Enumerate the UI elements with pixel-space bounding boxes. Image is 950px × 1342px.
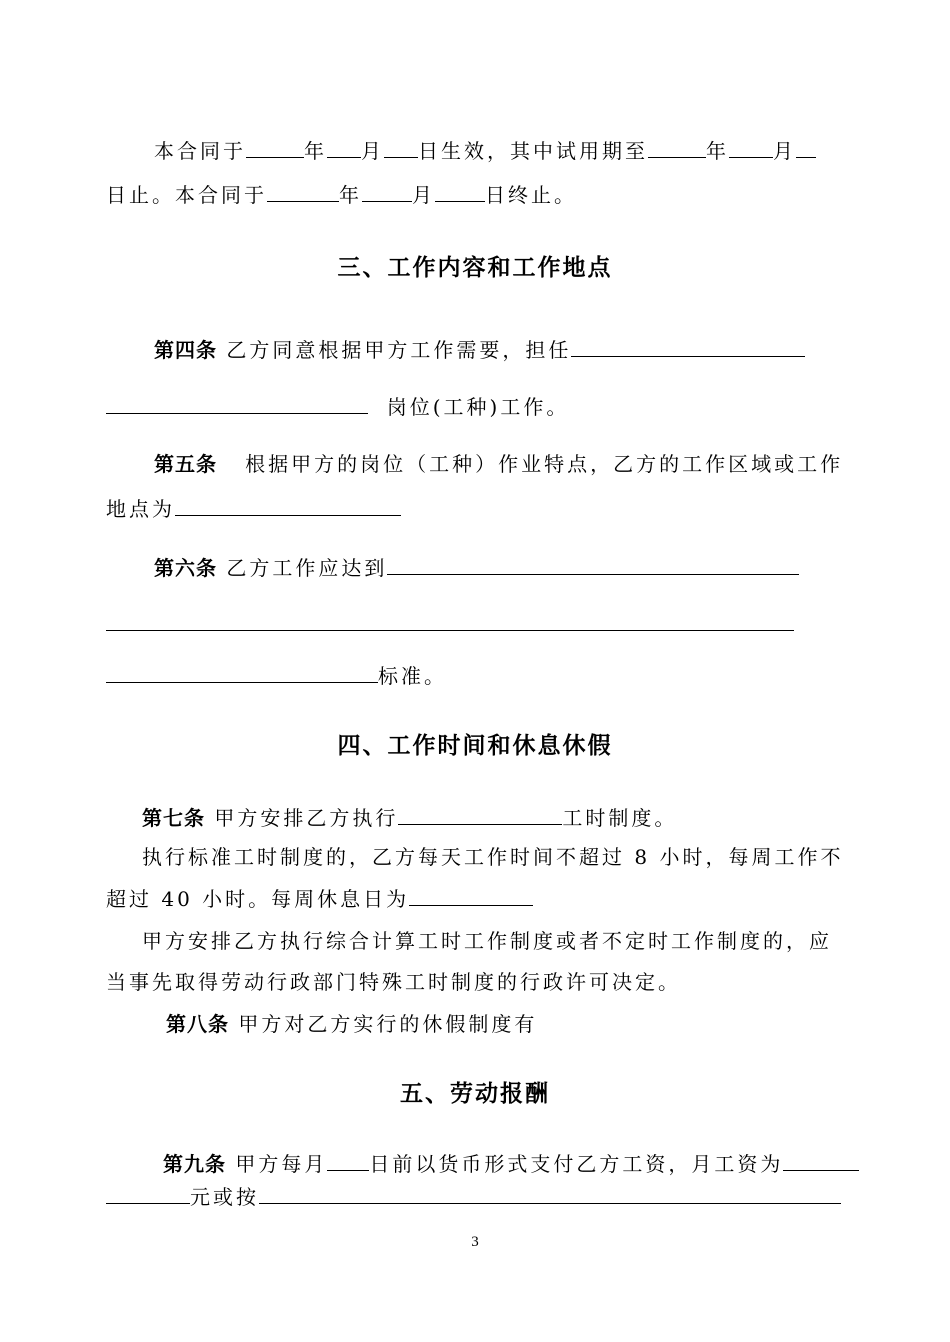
text: 乙方工作应达到 bbox=[226, 556, 388, 580]
section-5-title: 五、劳动报酬 bbox=[400, 1081, 550, 1107]
blank-probation-month[interactable] bbox=[729, 138, 773, 158]
text: 月 bbox=[773, 139, 796, 163]
text: 年 bbox=[339, 183, 362, 207]
blank-position-cont[interactable] bbox=[106, 394, 368, 414]
article-5-line-1 bbox=[154, 452, 843, 476]
effective-date-line-2 bbox=[106, 182, 577, 207]
blank-work-location[interactable] bbox=[175, 496, 401, 516]
page-number: 3 bbox=[471, 1234, 479, 1250]
article-label: 第九条 bbox=[163, 1152, 226, 1176]
article-7-line-3 bbox=[106, 886, 533, 911]
text: 日前以货币形式支付乙方工资，月工资为 bbox=[369, 1152, 784, 1176]
section-4-title: 四、工作时间和休息休假 bbox=[337, 733, 613, 759]
blank-end-day[interactable] bbox=[435, 182, 485, 202]
blank-standard-cont[interactable] bbox=[106, 630, 794, 631]
text: 超过 40 小时。每周休息日为 bbox=[106, 887, 410, 911]
text: 年 bbox=[706, 139, 729, 163]
text: 日终止。 bbox=[485, 183, 577, 207]
text: 地点为 bbox=[106, 497, 175, 521]
section-3-title: 三、工作内容和工作地点 bbox=[337, 255, 613, 281]
blank-position[interactable] bbox=[571, 337, 805, 357]
article-7-line-5: 当事先取得劳动行政部门特殊工时制度的行政许可决定。 bbox=[106, 970, 681, 994]
article-9-line-1 bbox=[163, 1151, 859, 1176]
article-6-line-1 bbox=[154, 555, 799, 580]
blank-start-day[interactable] bbox=[384, 138, 418, 158]
blank-probation-day[interactable] bbox=[796, 138, 816, 158]
text: 甲方对乙方实行的休假制度有 bbox=[238, 1012, 538, 1036]
article-label: 第七条 bbox=[142, 806, 205, 830]
text: 乙方同意根据甲方工作需要，担任 bbox=[226, 338, 572, 362]
text: 本合同于 bbox=[154, 139, 246, 163]
article-6-line-3 bbox=[106, 663, 447, 688]
article-label: 第八条 bbox=[166, 1012, 229, 1036]
article-7-line-2: 执行标准工时制度的，乙方每天工作时间不超过 8 小时，每周工作不 bbox=[142, 845, 844, 869]
text: 元或按 bbox=[190, 1185, 259, 1209]
article-5-line-2 bbox=[106, 496, 401, 521]
text: 甲方安排乙方执行 bbox=[214, 806, 399, 830]
blank-end-year[interactable] bbox=[267, 182, 339, 202]
text: 年 bbox=[304, 139, 327, 163]
text: 标准。 bbox=[378, 664, 447, 688]
text: 甲方每月 bbox=[235, 1152, 328, 1176]
blank-rest-day[interactable] bbox=[409, 886, 533, 906]
blank-hours-system[interactable] bbox=[398, 805, 562, 825]
blank-probation-year[interactable] bbox=[648, 138, 706, 158]
article-4-line-1 bbox=[154, 337, 805, 362]
text: 根据甲方的岗位（工种）作业特点，乙方的工作区域或工作 bbox=[245, 452, 844, 476]
article-7-line-4: 甲方安排乙方执行综合计算工时工作制度或者不定时工作制度的，应 bbox=[142, 929, 832, 953]
blank-monthly-salary-cont[interactable] bbox=[106, 1184, 190, 1204]
text: 岗位(工种)工作。 bbox=[386, 395, 570, 419]
blank-start-year[interactable] bbox=[246, 138, 304, 158]
article-label: 第六条 bbox=[154, 556, 217, 580]
blank-standard-end[interactable] bbox=[106, 663, 378, 683]
article-label: 第五条 bbox=[154, 452, 217, 476]
article-4-line-2 bbox=[106, 394, 569, 419]
text: 日生效，其中试用期至 bbox=[418, 139, 648, 163]
blank-end-month[interactable] bbox=[362, 182, 412, 202]
blank-monthly-salary[interactable] bbox=[783, 1151, 859, 1171]
article-label: 第四条 bbox=[154, 338, 217, 362]
blank-pay-day[interactable] bbox=[327, 1151, 369, 1171]
effective-date-line-1 bbox=[154, 138, 816, 163]
text: 月 bbox=[412, 183, 435, 207]
text: 工时制度。 bbox=[562, 806, 678, 830]
article-9-line-2 bbox=[106, 1184, 841, 1209]
article-8-line bbox=[166, 1012, 537, 1036]
blank-other-pay-method[interactable] bbox=[259, 1184, 841, 1204]
article-7-line-1 bbox=[142, 805, 677, 830]
text: 月 bbox=[361, 139, 384, 163]
blank-standard[interactable] bbox=[387, 555, 799, 575]
text: 日止。本合同于 bbox=[106, 183, 267, 207]
blank-start-month[interactable] bbox=[327, 138, 361, 158]
